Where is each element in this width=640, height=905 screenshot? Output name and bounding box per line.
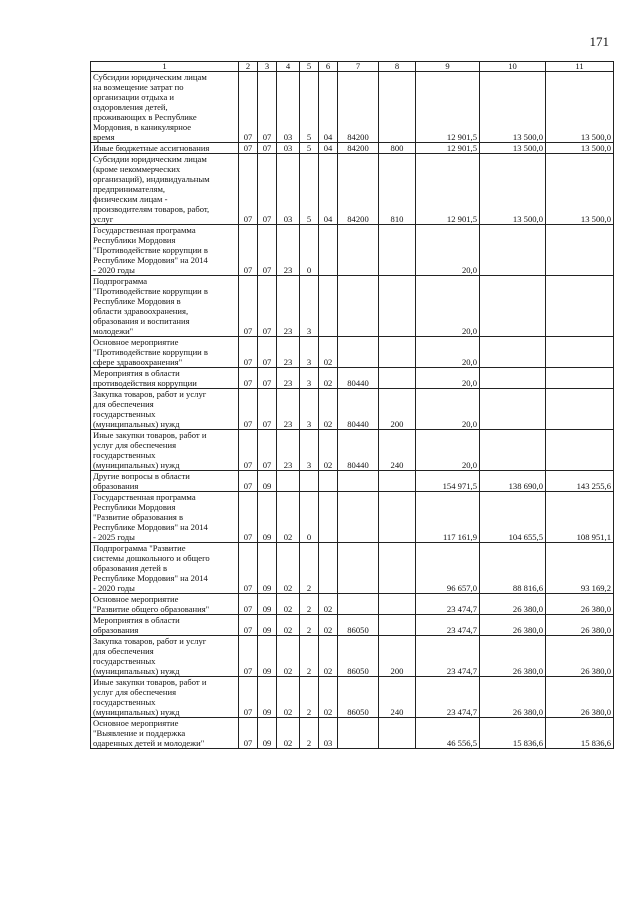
amount-cell: 13 500,0 [546,154,614,225]
table-row [91,492,614,543]
amount-cell: 23 474,7 [416,677,480,718]
code-cell: 86050 [338,636,379,677]
code-cell: 2 [300,543,319,594]
code-cell [277,471,300,492]
code-cell: 09 [258,677,277,718]
amount-cell: 15 836,6 [546,718,614,749]
code-cell [379,225,416,276]
code-cell: 07 [258,389,277,430]
code-cell: 84200 [338,143,379,154]
code-cell: 07 [239,492,258,543]
code-cell: 03 [319,718,338,749]
row-name: Другие вопросы в области образования [91,471,239,492]
code-cell: 80440 [338,430,379,471]
code-cell: 200 [379,636,416,677]
amount-cell: 26 380,0 [480,636,546,677]
amount-cell: 117 161,9 [416,492,480,543]
code-cell: 23 [277,276,300,337]
code-cell: 23 [277,430,300,471]
code-cell: 07 [239,154,258,225]
code-cell [379,276,416,337]
code-cell: 23 [277,337,300,368]
table-row [91,389,614,430]
code-cell: 3 [300,337,319,368]
table-row [91,154,614,225]
row-name: Основное мероприятие "Развитие общего образования" [91,594,239,615]
amount-cell: 20,0 [416,337,480,368]
code-cell: 09 [258,492,277,543]
code-cell [338,225,379,276]
code-cell: 09 [258,615,277,636]
code-cell: 80440 [338,389,379,430]
row-name: Основное мероприятие "Выявление и поддержка одаренных детей и молодежи" [91,718,239,749]
code-cell: 02 [277,492,300,543]
code-cell: 07 [258,276,277,337]
code-cell [319,225,338,276]
page-number: 171 [589,34,609,49]
code-cell: 23 [277,368,300,389]
code-cell [338,594,379,615]
amount-cell: 138 690,0 [480,471,546,492]
amount-cell: 46 556,5 [416,718,480,749]
amount-cell: 26 380,0 [480,677,546,718]
amount-cell: 26 380,0 [546,615,614,636]
amount-cell [480,225,546,276]
code-cell: 02 [277,718,300,749]
code-cell: 02 [319,368,338,389]
code-cell [319,492,338,543]
code-cell: 02 [277,636,300,677]
table-body [91,72,614,749]
code-cell: 04 [319,143,338,154]
code-cell [379,337,416,368]
column-header: 6 [319,62,338,72]
amount-cell: 26 380,0 [546,594,614,615]
code-cell: 200 [379,389,416,430]
code-cell: 07 [258,337,277,368]
code-cell: 0 [300,492,319,543]
table-row [91,543,614,594]
code-cell [338,471,379,492]
code-cell [379,368,416,389]
code-cell [379,543,416,594]
code-cell [379,594,416,615]
code-cell: 0 [300,225,319,276]
amount-cell [480,430,546,471]
code-cell: 3 [300,430,319,471]
row-name: Основное мероприятие "Противодействие коррупции в сфере здравоохранения" [91,337,239,368]
column-header: 11 [546,62,614,72]
row-name: Субсидии юридическим лицам (кроме некоммерческих организаций), индивидуальным предпринимателям, физическим лицам - производителям товаров, работ, услуг [91,154,239,225]
amount-cell: 15 836,6 [480,718,546,749]
code-cell: 04 [319,154,338,225]
code-cell: 80440 [338,368,379,389]
table-row [91,615,614,636]
table-row [91,276,614,337]
amount-cell: 26 380,0 [546,636,614,677]
amount-cell: 154 971,5 [416,471,480,492]
code-cell: 07 [239,636,258,677]
code-cell: 240 [379,677,416,718]
table-row [91,337,614,368]
code-cell: 07 [239,594,258,615]
code-cell: 240 [379,430,416,471]
row-name: Подпрограмма "Противодействие коррупции в Республике Мордовия в области здравоохранения, образования и воспитания молодежи" [91,276,239,337]
code-cell: 03 [277,143,300,154]
code-cell: 84200 [338,154,379,225]
table-row [91,471,614,492]
column-header: 5 [300,62,319,72]
code-cell: 2 [300,677,319,718]
amount-cell: 104 655,5 [480,492,546,543]
code-cell: 07 [239,543,258,594]
table-row [91,72,614,143]
amount-cell: 12 901,5 [416,143,480,154]
code-cell: 07 [239,337,258,368]
code-cell: 03 [277,154,300,225]
table-row [91,143,614,154]
column-header: 8 [379,62,416,72]
code-cell: 07 [239,368,258,389]
amount-cell: 26 380,0 [480,594,546,615]
table-row [91,225,614,276]
code-cell: 86050 [338,677,379,718]
column-header: 4 [277,62,300,72]
amount-cell: 13 500,0 [480,154,546,225]
code-cell: 5 [300,72,319,143]
code-cell: 02 [319,677,338,718]
code-cell: 02 [277,594,300,615]
row-name: Закупка товаров, работ и услуг для обеспечения государственных (муниципальных) нужд [91,636,239,677]
table-row [91,677,614,718]
column-header: 2 [239,62,258,72]
amount-cell [546,430,614,471]
code-cell: 02 [319,636,338,677]
amount-cell: 20,0 [416,368,480,389]
code-cell [319,471,338,492]
code-cell: 02 [319,594,338,615]
row-name: Государственная программа Республики Мордовия "Противодействие коррупции в Республике Мордовия" на 2014 - 2020 годы [91,225,239,276]
code-cell [379,718,416,749]
amount-cell: 20,0 [416,430,480,471]
amount-cell [480,276,546,337]
amount-cell [480,337,546,368]
amount-cell: 23 474,7 [416,615,480,636]
amount-cell [546,389,614,430]
row-name: Иные бюджетные ассигнования [91,143,239,154]
table-row [91,594,614,615]
amount-cell: 108 951,1 [546,492,614,543]
code-cell: 02 [277,615,300,636]
code-cell [300,471,319,492]
row-name: Мероприятия в области образования [91,615,239,636]
code-cell [379,471,416,492]
code-cell: 07 [239,72,258,143]
code-cell: 03 [277,72,300,143]
amount-cell: 13 500,0 [546,72,614,143]
amount-cell: 23 474,7 [416,594,480,615]
code-cell: 07 [258,143,277,154]
code-cell: 07 [239,430,258,471]
code-cell: 23 [277,389,300,430]
amount-cell [480,368,546,389]
amount-cell: 26 380,0 [546,677,614,718]
row-name: Закупка товаров, работ и услуг для обеспечения государственных (муниципальных) нужд [91,389,239,430]
code-cell: 2 [300,718,319,749]
code-cell: 02 [319,430,338,471]
amount-cell [546,225,614,276]
amount-cell [546,368,614,389]
amount-cell: 96 657,0 [416,543,480,594]
row-name: Иные закупки товаров, работ и услуг для обеспечения государственных (муниципальных) нужд [91,430,239,471]
table-row [91,368,614,389]
code-cell [319,543,338,594]
code-cell: 07 [239,225,258,276]
code-cell: 07 [258,430,277,471]
amount-cell: 13 500,0 [480,72,546,143]
code-cell: 3 [300,276,319,337]
code-cell: 2 [300,636,319,677]
code-cell: 07 [239,615,258,636]
column-header: 7 [338,62,379,72]
code-cell: 09 [258,718,277,749]
amount-cell: 20,0 [416,225,480,276]
code-cell: 810 [379,154,416,225]
code-cell: 09 [258,636,277,677]
code-cell [338,543,379,594]
code-cell: 5 [300,154,319,225]
code-cell: 07 [258,368,277,389]
code-cell: 02 [277,677,300,718]
amount-cell [546,337,614,368]
row-name: Субсидии юридическим лицам на возмещение затрат по организации отдыха и оздоровления детей, проживающих в Республике Мордовия, в каникулярное время [91,72,239,143]
amount-cell: 12 901,5 [416,72,480,143]
code-cell [338,718,379,749]
amount-cell: 23 474,7 [416,636,480,677]
code-cell: 09 [258,594,277,615]
code-cell [338,492,379,543]
code-cell: 07 [239,389,258,430]
code-cell: 5 [300,143,319,154]
column-header: 9 [416,62,480,72]
code-cell [379,615,416,636]
amount-cell: 143 255,6 [546,471,614,492]
code-cell: 09 [258,543,277,594]
amount-cell: 93 169,2 [546,543,614,594]
amount-cell: 20,0 [416,276,480,337]
code-cell: 04 [319,72,338,143]
amount-cell: 13 500,0 [546,143,614,154]
code-cell: 07 [239,276,258,337]
code-cell: 07 [239,718,258,749]
amount-cell [480,389,546,430]
code-cell: 02 [319,337,338,368]
code-cell: 23 [277,225,300,276]
code-cell: 07 [239,143,258,154]
row-name: Мероприятия в области противодействия коррупции [91,368,239,389]
amount-cell: 20,0 [416,389,480,430]
code-cell: 86050 [338,615,379,636]
code-cell: 02 [319,615,338,636]
table-row [91,430,614,471]
column-header: 10 [480,62,546,72]
code-cell: 07 [239,471,258,492]
code-cell: 3 [300,389,319,430]
code-cell: 3 [300,368,319,389]
code-cell [319,276,338,337]
code-cell [379,492,416,543]
amount-cell [546,276,614,337]
amount-cell: 13 500,0 [480,143,546,154]
amount-cell: 88 816,6 [480,543,546,594]
budget-table [90,61,614,749]
code-cell: 07 [258,225,277,276]
column-header: 3 [258,62,277,72]
code-cell: 07 [258,72,277,143]
row-name: Подпрограмма "Развитие системы дошкольного и общего образования детей в Республике Мордовия" на 2014 - 2020 годы [91,543,239,594]
code-cell: 07 [239,677,258,718]
code-cell: 800 [379,143,416,154]
code-cell: 07 [258,154,277,225]
code-cell: 84200 [338,72,379,143]
table-row [91,718,614,749]
code-cell: 2 [300,615,319,636]
code-cell: 2 [300,594,319,615]
row-name: Государственная программа Республики Мордовия "Развитие образования в Республике Мордовия" на 2014 - 2025 годы [91,492,239,543]
amount-cell: 12 901,5 [416,154,480,225]
column-number-row [91,62,614,72]
code-cell: 02 [319,389,338,430]
code-cell [338,276,379,337]
amount-cell: 26 380,0 [480,615,546,636]
row-name: Иные закупки товаров, работ и услуг для обеспечения государственных (муниципальных) нужд [91,677,239,718]
column-header: 1 [91,62,239,72]
code-cell: 02 [277,543,300,594]
code-cell [338,337,379,368]
table-row [91,636,614,677]
code-cell [379,72,416,143]
code-cell: 09 [258,471,277,492]
